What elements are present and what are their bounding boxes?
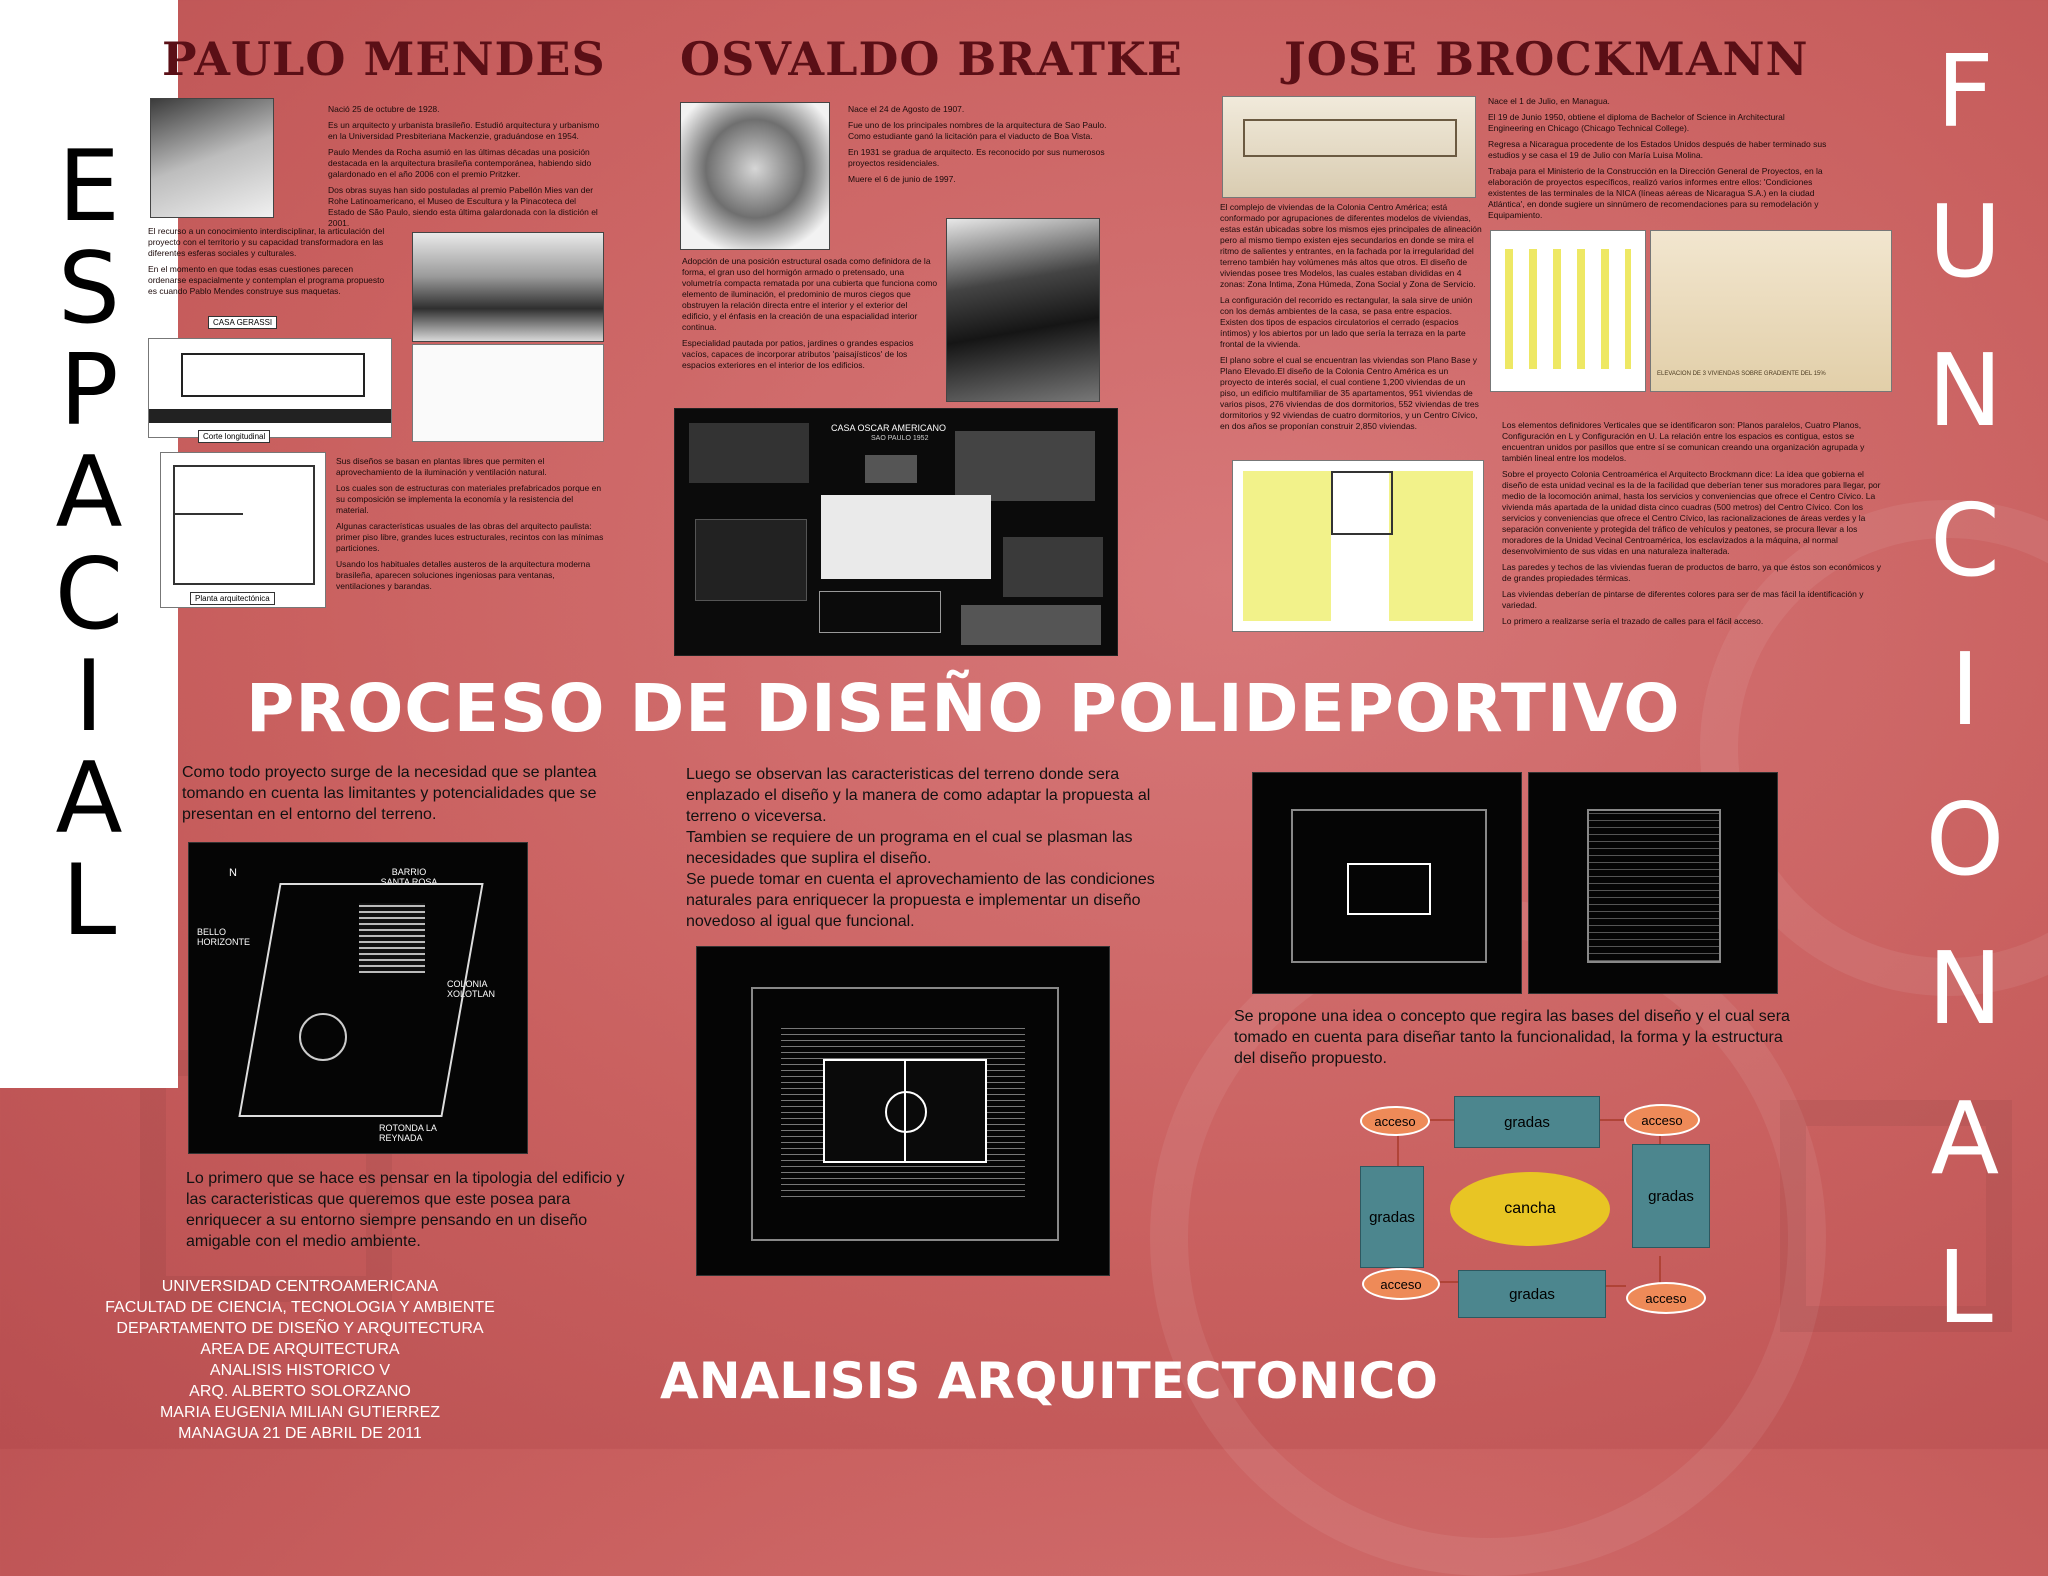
process-text-1: Como todo proyecto surge de la necesidad que se plantea tomando en cuenta las limitantes y potencialidades que se presentan en el entorno del terreno. <box>182 764 597 823</box>
text-mendes-concept <box>148 226 386 302</box>
plan-zone <box>1243 471 1331 621</box>
side-letter: I <box>74 640 104 754</box>
bio-paragraph: Los cuales son de estructuras con materiales prefabricados porque en su composición se implementa la economía y la resistencia del material. <box>336 483 602 515</box>
bio-paragraph: Lo primero a realizarse sería el trazado de calles para el fácil acceso. <box>1502 616 1764 626</box>
building-photo-oscar-americano <box>946 218 1100 402</box>
sketch-roof <box>1243 119 1457 157</box>
text-mendes-design <box>336 456 606 597</box>
bio-paragraph: Dos obras suyas han sido postuladas al premio Pabellón Mies van der Rohe Latinoamericano, el Museo de Escultura y la Pinacoteca del Estado de São Paulo, siendo esta última galardonada con la distición el 2001. <box>328 185 598 228</box>
site-label-colonia: COLONIA XOLOTLAN <box>447 979 496 999</box>
gradas-block-bottom: gradas <box>1458 1270 1606 1318</box>
side-letter: N <box>1927 930 2003 1047</box>
panel-casa-oscar-americano <box>674 408 1118 656</box>
roof-structure <box>1587 809 1721 963</box>
side-letter: L <box>61 844 117 958</box>
side-letter: P <box>59 334 119 448</box>
panel-thumbnail <box>865 455 917 483</box>
section-line <box>181 353 365 397</box>
architect-name-brockmann: JOSE BROCKMANN <box>1284 32 1809 86</box>
credit-line: UNIVERSIDAD CENTROAMERICANA <box>161 1278 439 1295</box>
panel-sketch <box>695 519 807 601</box>
floorplan-sketch-gerassi <box>412 344 604 442</box>
building-photo-gerassi <box>412 232 604 342</box>
side-letter: E <box>58 130 120 244</box>
funcional-vertical-label <box>1900 33 2030 1346</box>
side-letter: I <box>1950 631 1980 748</box>
process-text-3: Se propone una idea o concepto que regira las bases del diseño y el cual sera tomado en cuenta para diseñar tanto la funcionalidad, la forma y la estructura del diseño propuesto. <box>1234 1008 1790 1067</box>
text-brockmann-elements <box>1502 420 1886 632</box>
side-letter: U <box>1928 182 2002 300</box>
gradas-block-top: gradas <box>1454 1096 1600 1148</box>
cancha-node: cancha <box>1450 1172 1610 1246</box>
side-letter: A <box>55 742 123 856</box>
bio-paragraph: Nace el 24 de Agosto de 1907. <box>848 104 965 114</box>
bio-paragraph: En 1931 se gradua de arquitecto. Es reconocido por sus numerosos proyectos residenciales. <box>848 147 1105 168</box>
floorplan-drawing-mendes <box>160 452 326 608</box>
credit-line: FACULTAD DE CIENCIA, TECNOLOGIA Y AMBIENTE <box>105 1299 495 1316</box>
text-bratke-concept <box>682 256 938 376</box>
floorplan-polideportivo-upper <box>1252 772 1522 994</box>
panel-subtitle: SAO PAULO 1952 <box>871 435 929 442</box>
credit-line: MARIA EUGENIA MILIAN GUTIERREZ <box>159 1404 441 1421</box>
credit-line: AREA DE ARQUITECTURA <box>200 1341 400 1358</box>
concept-diagram <box>1350 1086 1720 1316</box>
bio-paragraph: Nace el 1 de Julio, en Managua. <box>1488 96 1610 106</box>
sketch-caption: ELEVACION DE 3 VIVIENDAS SOBRE GRADIENTE DEL 15% <box>1657 371 1826 377</box>
plan-outline <box>173 465 315 585</box>
bio-paragraph: Sus diseños se basan en plantas libres que permiten el aprovechamiento de la iluminación y ventilación natural. <box>336 456 547 477</box>
bio-paragraph: En el momento en que todas esas cuestiones parecen ordenarse espacialmente y contemplan el programa propuesto es cuando Pablo Mendes construye sus maquetas. <box>148 264 385 296</box>
bio-paragraph: Regresa a Nicaragua procedente de los Estados Unidos después de haber terminado sus estudios y se casa el 19 de Julio con María Luisa Molina. <box>1488 139 1827 160</box>
site-label-bello: BELLO HORIZONTE <box>197 927 250 947</box>
bio-brockmann <box>1488 96 1828 226</box>
credit-line: ANALISIS HISTORICO V <box>209 1362 391 1379</box>
elevation-sketch-colonia <box>1222 96 1476 198</box>
bio-paragraph: Fue uno de los principales nombres de la arquitectura de Sao Paulo. Como estudiante ganó la licitación para el viaducto de Boa Vista. <box>848 120 1107 141</box>
acceso-node: acceso <box>1626 1282 1706 1314</box>
section-drawing-gerassi <box>148 338 392 438</box>
bio-bratke <box>848 104 1124 190</box>
bio-paragraph: El plano sobre el cual se encuentran las viviendas son Plano Base y Plano Elevado.El diseño de la Colonia Centro América es un proyecto de interés social, el cual contiene 1,200 viviendas de un piso, un edificio multifamiliar de 35 apartamentos, 951 viviendas de varios pisos, 276 viviendas de dos dormitorios, 552 viviendas de tres dormitorios y 92 viviendas de cuatro dormitorios, y un Centro Cívico, en dos años se proponían construir 2,850 viviendas. <box>1220 355 1479 431</box>
panel-text-block <box>689 423 809 483</box>
site-building <box>359 903 425 973</box>
site-label-barrio: BARRIO SANTA ROSA <box>380 867 438 887</box>
credits-block <box>70 1276 530 1449</box>
acceso-node: acceso <box>1362 1268 1440 1300</box>
panel-description <box>821 495 991 579</box>
credit-line: DEPARTAMENTO DE DISEÑO Y ARQUITECTURA <box>116 1320 484 1337</box>
elevation-sketch-gradiente <box>1650 230 1892 392</box>
portrait-photo-mendes <box>150 98 274 218</box>
bio-paragraph: Los elementos definidores Verticales que se identificaron son: Planos paralelos, Cuatro Planos, Configuración en L y Configuración en U. La relación entre los espacios es contigua, estos se encuentran unidos por pasillos que entre sí se comunican creando una organización agrupada y también lineal entre los modelos. <box>1502 420 1865 463</box>
acceso-node: acceso <box>1360 1106 1430 1136</box>
plan-court <box>1347 863 1431 915</box>
architect-name-mendes: PAULO MENDES <box>162 32 606 86</box>
bio-paragraph: Sobre el proyecto Colonia Centroamérica el Arquitecto Brockmann dice: La idea que gobierna el diseño de esta unidad vecinal es la de la facilidad que deberían tener sus moradores para llegar, por medio de la locomoción animal, hasta los servicios y conveniencias que ofrece el Centro Cívico. La vivienda más apartada de la unidad dista cinco cuadras (500 metros) del Centro Cívico. Con los servicios y conveniencias que ofrece el Centro Cívico, las racionalizaciones de áreas verdes y la separación conveniente y protegida del tráfico de vehículos y peatones, se procura llevar a los moradores de la Unidad Vecinal Centroamérica, los esclavizados a la máquina, al normal desenvolvimiento de sus vidas en una naturaleza inalterada. <box>1502 469 1881 556</box>
side-letter: A <box>1930 1079 2000 1197</box>
side-letter: C <box>54 538 124 652</box>
gradas-block-left: gradas <box>1360 1166 1424 1268</box>
bio-paragraph: Las paredes y techos de las viviendas fueran de productos de barro, ya que éstos son económicos y de grandes propiedades térmicas. <box>1502 562 1881 583</box>
panel-text-block <box>961 605 1101 645</box>
acceso-node: acceso <box>1624 1104 1700 1136</box>
roof-plan-polideportivo <box>1528 772 1778 994</box>
main-title: PROCESO DE DISEÑO POLIDEPORTIVO <box>246 670 1681 747</box>
bio-paragraph: Muere el 6 de junio de 1997. <box>848 174 956 184</box>
bio-paragraph: El complejo de viviendas de la Colonia Centro América; está conformado por agrupaciones de diferentes modelos de viviendas, estas están ubicadas sobre los mismos ejes principales de alineación pero al mismo tiempo existen ejes secundarios en donde se mira el ritmo de salientes y entrantes, en la fachada por la irregularidad del terreno también hay volúmenes más altos que otros. El diseño de viviendas posee tres Modelos, las cuales estaban divididas en 4 zonas: Zona Intima, Zona Húmeda, Zona Social y Zona de Servicio. <box>1220 202 1482 289</box>
panel-title: CASA OSCAR AMERICANO <box>831 423 947 433</box>
bio-paragraph: Paulo Mendes da Rocha asumió en las últimas décadas una posición destacada en la arquitectura brasileña contemporánea, habiendo sido galardonado en el año 2006 con el premio Pritzker. <box>328 147 592 179</box>
bio-paragraph: Usando los habituales detalles austeros de la arquitectura moderna brasileña, aparecen soluciones ingeniosas para ventanas, ventilaciones y barandas. <box>336 559 591 591</box>
bio-mendes <box>328 104 604 234</box>
plan-zone <box>1389 471 1473 621</box>
bio-paragraph: Trabaja para el Ministerio de la Construcción en la Dirección General de Proyectos, en la elaboración de proyectos específicos, realizó varios informes entre ellos: 'Condiciones existentes de las terminales de la NICA (líneas aéreas de Nicaragua S.A.) en la ciudad Atlántica', en donde sugiere un sinnúmero de recomendaciones para su remodelación y Equipamiento. <box>1488 166 1823 220</box>
caption-casa-gerassi: CASA GERASSI <box>208 316 277 329</box>
text-brockmann-colonia <box>1220 202 1482 437</box>
side-letter: N <box>1927 332 2003 449</box>
process-text-4: Lo primero que se hace es pensar en la tipologia del edificio y las caracteristicas que queremos que este posea para enriquecer a su entorno siempre pensando en un diseño amigable con el medio ambiente. <box>186 1170 625 1250</box>
floorplan-drawing-brockmann <box>1232 460 1484 632</box>
north-label: N <box>229 867 237 879</box>
architect-name-bratke: OSVALDO BRATKE <box>680 32 1183 86</box>
gradas-block-right: gradas <box>1632 1144 1710 1248</box>
modular-layout-drawing <box>1490 230 1646 392</box>
bio-paragraph: Adopción de una posición estructural osada como definidora de la forma, el gran uso del hormigón armado o pretensado, una volumetría compacta rematada por una cubierta que funciona como elemento de iluminación, el predominio de muros ciegos que obstruyen la relación directa entre el interior y el exterior del edificio, y el énfasis en la creación de una espacialidad interior continua. <box>682 256 938 332</box>
court-center-circle <box>885 1091 927 1133</box>
bio-paragraph: Las viviendas deberían de pintarse de diferentes colores para ser de mas fácil la identificación y variedad. <box>1502 589 1864 610</box>
side-letter: O <box>1925 780 2005 898</box>
side-letter: A <box>55 436 123 550</box>
modular-units <box>1505 249 1631 369</box>
bio-paragraph: El 19 de Junio 1950, obtiene el diploma de Bachelor of Science in Architectural Engineering en Chicago (Chicago Technical College). <box>1488 112 1785 133</box>
side-letter: C <box>1930 481 2000 599</box>
site-map-drawing <box>188 842 528 1154</box>
site-label-rotonda: ROTONDA LA REYNADA <box>379 1123 437 1143</box>
panel-thumbnail <box>1003 537 1103 597</box>
panel-elevation <box>819 591 941 633</box>
credit-line: MANAGUA 21 DE ABRIL DE 2011 <box>178 1425 422 1442</box>
panel-thumbnail <box>955 431 1095 501</box>
caption-corte-longitudinal: Corte longitudinal <box>198 430 270 443</box>
process-text-2: Luego se observan las caracteristicas del terreno donde sera enplazado el diseño y la manera de como adaptar la propuesta al terreno o viceversa. Tambien se requiere de un programa en el cual se plasman las necesidades que suplira el diseño. Se puede tomar en cuenta el aprovechamiento de las condiciones naturales para enriquecer la propuesta e implementar un diseño novedoso al igual que funcional. <box>686 766 1155 930</box>
caption-planta-arquitectonica: Planta arquitectónica <box>190 592 275 605</box>
bio-paragraph: Nació 25 de octubre de 1928. <box>328 104 440 114</box>
portrait-photo-bratke <box>680 102 830 250</box>
bio-paragraph: Algunas características usuales de las obras del arquitecto paulista: primer piso libre, grandes luces estructurales, recintos con las mínimas particiones. <box>336 521 604 553</box>
side-letter: S <box>57 232 121 346</box>
bio-paragraph: El recurso a un conocimiento interdisciplinar, la articulación del proyecto con el territorio y su capacidad transformadora en las diferentes esferas sociales y culturales. <box>148 226 385 258</box>
bio-paragraph: Especialidad pautada por patios, jardines o grandes espacios vacíos, capaces de incorporar atributos 'paisajísticos' de los espacios exteriores en el interior de los edificios. <box>682 338 914 370</box>
bio-paragraph: La configuración del recorrido es rectangular, la sala sirve de unión con los demás ambientes de la casa, se pasa entre espacios. Existen dos tipos de espacios circulatorios el cerrado (espacios íntimos) y los abiertos por un lado que sería la terraza en la parte frontal de la vivienda. <box>1220 295 1473 349</box>
section-ground <box>149 409 391 423</box>
bio-paragraph: Es un arquitecto y urbanista brasileño. Estudió arquitectura y urbanismo en la Universidad Presbiteriana Mackenzie, graduándose en 1954. <box>328 120 600 141</box>
plan-court <box>823 1059 987 1163</box>
plan-wall <box>173 513 243 515</box>
footer-title: ANALISIS ARQUITECTONICO <box>660 1352 1438 1410</box>
site-roundabout <box>299 1013 347 1061</box>
floorplan-polideportivo <box>696 946 1110 1276</box>
plan-patio <box>1331 471 1393 535</box>
credit-line: ARQ. ALBERTO SOLORZANO <box>189 1383 411 1400</box>
side-letter: L <box>1937 1229 1993 1346</box>
side-letter: F <box>1936 33 1994 150</box>
